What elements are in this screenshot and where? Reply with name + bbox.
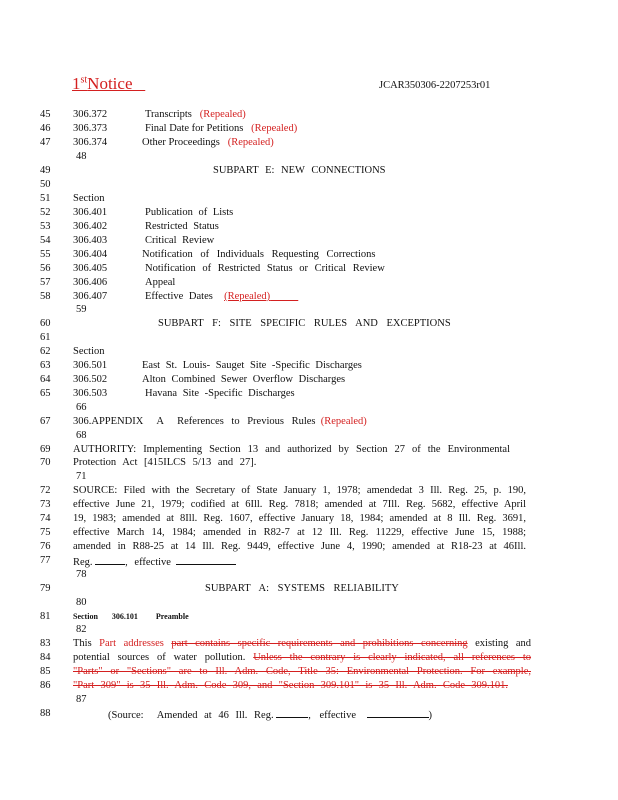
line-number: 83 <box>40 638 51 649</box>
section-number: 306.502 <box>73 374 108 385</box>
line-number: 73 <box>40 499 51 510</box>
line-number: 82 <box>76 624 87 635</box>
line-number: 57 <box>40 277 51 288</box>
section-title: Appeal <box>145 277 176 288</box>
line-number: 79 <box>40 583 51 594</box>
section-title: Final Date for Petitions (Repealed) <box>145 123 298 134</box>
blank-field <box>367 708 429 718</box>
line-number: 64 <box>40 374 51 385</box>
repealed-note: (Repealed) <box>227 137 274 148</box>
source-line-74: 19, 1983; amended at 8Ill. Reg. 1607, effective January 18, 1984; amended at 8 Ill. Reg. 3691, <box>73 513 526 524</box>
section-number: 306.374 <box>73 137 108 148</box>
section-number: 306.501 <box>73 360 108 371</box>
line-number: 53 <box>40 221 51 232</box>
section-number: 306.503 <box>73 388 108 399</box>
line-number: 60 <box>40 318 51 329</box>
section-number: 306.406 <box>73 277 108 288</box>
section-number: 306.405 <box>73 263 108 274</box>
source-line-77: Reg. , effective <box>73 555 236 568</box>
line-number: 87 <box>76 694 87 705</box>
source-note: (Source: Amended at 46 Ill. Reg. , effective ) <box>108 710 433 721</box>
line-number: 52 <box>40 207 51 218</box>
section-title: Publication of Lists <box>145 207 234 218</box>
line-number: 68 <box>76 430 87 441</box>
line-number: 77 <box>40 555 51 566</box>
line-number: 59 <box>76 304 87 315</box>
section-number: 306.401 <box>73 207 108 218</box>
line-number: 71 <box>76 471 87 482</box>
line-number: 54 <box>40 235 51 246</box>
repealed-note: (Repealed) <box>224 291 271 302</box>
line-number: 62 <box>40 346 51 357</box>
line-number: 48 <box>76 151 87 162</box>
section-label: Section <box>73 193 105 204</box>
line-number: 63 <box>40 360 51 371</box>
repealed-note: (Repealed) <box>320 416 367 427</box>
line-number: 45 <box>40 109 51 120</box>
line-number: 67 <box>40 416 51 427</box>
line-number: 69 <box>40 444 51 455</box>
line-number: 70 <box>40 457 51 468</box>
subpart-e-heading: SUBPART E: NEW CONNECTIONS <box>213 165 386 176</box>
section-title: Transcripts (Repealed) <box>145 109 246 120</box>
line-number: 85 <box>40 666 51 677</box>
section-title: East St. Louis- Sauget Site -Specific Discharges <box>142 360 362 371</box>
section-number: 306.402 <box>73 221 108 232</box>
section-title: Havana Site -Specific Discharges <box>145 388 295 399</box>
line-number: 88 <box>40 708 51 719</box>
section-number: 306.407 <box>73 291 108 302</box>
line-number: 78 <box>76 569 87 580</box>
section-heading: Section 306.101 Preamble <box>73 612 189 621</box>
para-line-85: "Parts" or "Sections" are to Ill. Adm. Code, Title 35: Environmental Protection. For example, <box>73 666 531 677</box>
line-number: 51 <box>40 193 51 204</box>
section-number: 306.404 <box>73 249 108 260</box>
section-title: Restricted Status <box>145 221 219 232</box>
section-title: Notification of Individuals Requesting Corrections <box>142 249 376 260</box>
section-number: 306.403 <box>73 235 108 246</box>
document-id: JCAR350306-2207253r01 <box>379 80 491 91</box>
notice-text: 1stNotice <box>72 74 133 93</box>
subpart-f-heading: SUBPART F: SITE SPECIFIC RULES AND EXCEPTIONS <box>158 318 451 329</box>
section-title: Critical Review <box>145 235 215 246</box>
line-number: 80 <box>76 597 87 608</box>
line-number: 55 <box>40 249 51 260</box>
source-line-72: SOURCE: Filed with the Secretary of State January 1, 1978; amendedat 3 Ill. Reg. 25, p. 190, <box>73 485 526 496</box>
line-number: 58 <box>40 291 51 302</box>
blank-field <box>176 555 236 565</box>
authority-line-2: Protection Act [415ILCS 5/13 and 27]. <box>73 457 257 468</box>
line-number: 46 <box>40 123 51 134</box>
line-number: 84 <box>40 652 51 663</box>
para-line-84: potential sources of water pollution. Unless the contrary is clearly indicated, all references to <box>73 652 532 663</box>
notice-label <box>72 74 145 94</box>
source-line-75: effective March 14, 1984; amended in R82-7 at 12 Ill. Reg. 11229, effective June 15, 1988; <box>73 527 526 538</box>
repealed-note: (Repealed) <box>199 109 246 120</box>
source-line-73: effective June 21, 1979; codified at 6Ill. Reg. 7818; amended at 7Ill. Reg. 5682, effective April <box>73 499 526 510</box>
repealed-note: (Repealed) <box>251 123 298 134</box>
line-number: 86 <box>40 680 51 691</box>
line-number: 61 <box>40 332 51 343</box>
section-label: Section <box>73 346 105 357</box>
line-number: 76 <box>40 541 51 552</box>
line-number: 66 <box>76 402 87 413</box>
subpart-a-heading: SUBPART A: SYSTEMS RELIABILITY <box>205 583 399 594</box>
para-line-83: This Part addresses part contains specific requirements and prohibitions concerning existing and <box>73 638 532 649</box>
line-number: 49 <box>40 165 51 176</box>
line-number: 65 <box>40 388 51 399</box>
section-title: Notification of Restricted Status or Critical Review <box>145 263 385 274</box>
blank-field <box>95 555 125 565</box>
source-line-76: amended in R88-25 at 14 Ill. Reg. 9449, effective June 4, 1990; amended at R18-23 at 46Ill. <box>73 541 526 552</box>
section-title: Alton Combined Sewer Overflow Discharges <box>142 374 346 385</box>
para-line-86: "Part 309" is 35 Ill. Adm. Code 309, and "Section 309.101" is 35 Ill. Adm. Code 309.101. <box>73 680 508 691</box>
line-number: 75 <box>40 527 51 538</box>
line-number: 47 <box>40 137 51 148</box>
authority-line-1: AUTHORITY: Implementing Section 13 and authorized by Section 27 of the Environmental <box>73 444 510 455</box>
line-number: 81 <box>40 611 51 622</box>
line-number: 50 <box>40 179 51 190</box>
section-title: Other Proceedings (Repealed) <box>142 137 274 148</box>
section-title: Effective Dates (Repealed) <box>145 291 271 302</box>
line-number: 72 <box>40 485 51 496</box>
section-number: 306.373 <box>73 123 108 134</box>
section-number: 306.372 <box>73 109 108 120</box>
blank-field <box>276 708 308 718</box>
line-number: 74 <box>40 513 51 524</box>
line-number: 56 <box>40 263 51 274</box>
appendix-entry: 306.APPENDIX A References to Previous Rules (Repealed) <box>73 416 367 427</box>
